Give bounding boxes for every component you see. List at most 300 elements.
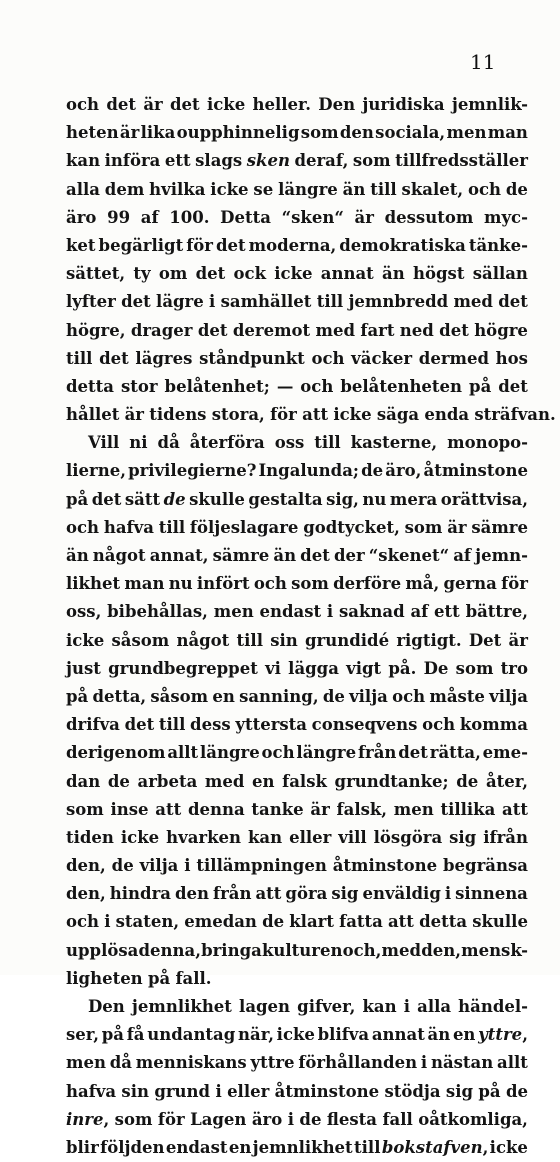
- word: Det: [468, 630, 502, 650]
- word: dessutom: [384, 207, 474, 227]
- word: det: [498, 292, 528, 312]
- word: sällan: [472, 264, 528, 284]
- word: för: [270, 405, 297, 425]
- word: bokstafven,: [382, 1134, 489, 1162]
- word: der: [333, 546, 365, 565]
- word: åtminstone: [423, 461, 528, 481]
- word: i: [104, 912, 111, 932]
- text-line: [66, 937, 528, 965]
- word: 99: [107, 207, 131, 227]
- word: dan: [66, 771, 101, 791]
- word: men: [66, 1053, 106, 1073]
- word: af: [140, 207, 159, 227]
- word: detta: [66, 376, 114, 396]
- word: och: [66, 517, 100, 537]
- word: tanke: [251, 799, 304, 819]
- word: för: [501, 574, 528, 594]
- word: att: [502, 799, 528, 819]
- text-line: [66, 317, 528, 345]
- word: lägre: [156, 292, 204, 312]
- word: äro,: [385, 461, 422, 481]
- text-line: [66, 401, 556, 429]
- word: än: [342, 179, 366, 199]
- word: infört: [196, 574, 250, 594]
- word: samhället: [220, 292, 312, 312]
- italic-word: sken: [246, 151, 290, 171]
- word: Vill: [88, 433, 120, 453]
- word: juridiska: [362, 95, 445, 114]
- word: yttre,: [478, 1021, 528, 1049]
- text-line: [66, 824, 528, 852]
- word: en: [452, 1025, 476, 1045]
- word: det: [498, 376, 528, 396]
- word: tänke-: [468, 235, 528, 255]
- word: mensk-: [461, 940, 528, 960]
- word: det: [195, 264, 226, 284]
- word: och,: [342, 940, 382, 960]
- word: återföra: [189, 433, 265, 453]
- word: vigt: [346, 658, 382, 678]
- word: än: [427, 1025, 451, 1045]
- word: man: [487, 123, 528, 143]
- word: —: [276, 376, 294, 396]
- word: och: [311, 348, 345, 368]
- word: likhet: [66, 574, 121, 594]
- word: som: [114, 1109, 153, 1129]
- word: endast: [165, 1137, 228, 1157]
- word: [247, 147, 290, 175]
- word: äro: [66, 207, 97, 227]
- text-line: [66, 683, 528, 711]
- word: saknad: [339, 602, 405, 622]
- word: och: [467, 179, 502, 199]
- word: än: [382, 264, 405, 284]
- text-line: [66, 204, 528, 232]
- word: klart: [289, 912, 334, 932]
- word: lyfter: [66, 292, 116, 312]
- word: i: [444, 884, 452, 904]
- word: Ingalunda;: [258, 461, 359, 481]
- word: belåtenhet;: [164, 376, 270, 396]
- word: rigtigt.: [396, 630, 462, 650]
- word: icke: [66, 630, 105, 650]
- word: sanning,: [239, 686, 319, 706]
- word: den: [339, 123, 374, 143]
- word: att: [302, 405, 329, 425]
- word: [164, 486, 186, 514]
- word: sig: [445, 1081, 474, 1101]
- italic-word: inre: [66, 1109, 104, 1129]
- word: Detta: [220, 207, 271, 227]
- text-line: [66, 232, 528, 260]
- word: en: [212, 686, 235, 706]
- word: nu: [168, 574, 193, 594]
- word: tidens: [149, 405, 207, 425]
- word: då: [109, 1053, 132, 1073]
- word: de: [111, 856, 134, 876]
- word: följden: [100, 1137, 165, 1157]
- word: det: [106, 95, 137, 114]
- word: annat: [320, 264, 374, 284]
- word: Den: [88, 997, 125, 1016]
- word: detta: [419, 912, 468, 932]
- word: nästan: [430, 1053, 494, 1073]
- text-line: [66, 711, 528, 739]
- word: yttersta: [235, 715, 307, 735]
- word: conseqvens: [311, 715, 418, 735]
- word: gifver,: [297, 997, 356, 1016]
- word: på: [66, 489, 89, 509]
- word: se: [253, 179, 274, 199]
- word: till: [354, 1137, 381, 1157]
- word: det: [124, 715, 155, 735]
- text-line: [66, 1021, 528, 1049]
- word: sträfvan.: [474, 405, 556, 425]
- word: derföre: [333, 574, 402, 594]
- word: 100.: [169, 207, 210, 227]
- word: enväldig: [362, 884, 441, 904]
- word: som: [291, 574, 329, 594]
- word: de: [299, 1109, 322, 1129]
- word: af: [410, 602, 429, 622]
- word: endast: [259, 602, 322, 622]
- word: äro: [251, 1109, 283, 1129]
- word: högre,: [66, 320, 126, 340]
- word: dem: [104, 179, 145, 199]
- word: oss,: [66, 602, 102, 622]
- word: sättet,: [66, 264, 126, 284]
- word: af: [453, 546, 472, 565]
- word: sig: [449, 827, 477, 847]
- word: demokratiska: [339, 235, 466, 255]
- text-line: [66, 119, 528, 147]
- word: icke: [333, 405, 372, 425]
- text-line: [66, 908, 528, 936]
- word: Den: [318, 95, 356, 114]
- text-line: [66, 457, 528, 485]
- word: i: [420, 1053, 428, 1073]
- word: flesta: [326, 1109, 377, 1129]
- word: lösgöra: [373, 827, 443, 847]
- italic-word: bokstafven: [381, 1137, 483, 1157]
- word: undantag: [147, 1025, 236, 1045]
- word: som: [300, 123, 339, 143]
- text-line: [66, 598, 528, 626]
- text-line: [66, 627, 528, 655]
- word: lagen: [239, 997, 291, 1016]
- body-text: [66, 91, 556, 1162]
- word: privilegierne?: [128, 461, 257, 481]
- word: icke: [120, 827, 160, 847]
- word: de: [322, 686, 345, 706]
- word: deremot: [232, 320, 311, 340]
- word: det: [170, 95, 200, 114]
- word: drifva: [66, 715, 120, 735]
- word: oupphinnelig: [176, 123, 300, 143]
- text-line: [66, 176, 528, 204]
- word: det: [99, 348, 129, 368]
- word: lägga: [288, 658, 339, 678]
- text-line: [66, 1078, 528, 1106]
- word: inre,: [66, 1106, 109, 1134]
- word: då: [157, 433, 180, 453]
- text-line: [66, 373, 528, 401]
- italic-word: yttre: [478, 1025, 523, 1045]
- text-line: [66, 288, 528, 316]
- word: komma: [459, 715, 528, 735]
- word: staten,: [115, 912, 180, 932]
- word: enda: [424, 405, 470, 425]
- word: ser,: [66, 1025, 100, 1045]
- word: från: [357, 743, 397, 763]
- word: heller.: [252, 95, 311, 114]
- word: “sken“: [281, 207, 344, 227]
- word: på: [101, 1025, 124, 1045]
- word: blifva: [317, 1025, 370, 1045]
- word: blir: [66, 1137, 99, 1157]
- word: hos: [495, 348, 528, 368]
- word: sin: [270, 630, 298, 650]
- word: De: [423, 658, 449, 678]
- word: göra: [285, 884, 328, 904]
- word: förhållanden: [298, 1053, 418, 1073]
- word: i: [215, 1081, 222, 1101]
- word: annat,: [149, 546, 209, 565]
- word: begärligt: [98, 235, 184, 255]
- word: eller: [227, 1081, 270, 1101]
- word: den,: [421, 940, 461, 960]
- word: lika: [140, 123, 176, 143]
- word: heten: [66, 123, 119, 143]
- word: på.: [388, 658, 417, 678]
- word: denna,: [138, 940, 201, 960]
- word: sämre: [212, 546, 270, 565]
- word: som: [404, 517, 443, 537]
- word: och: [66, 912, 100, 932]
- text-line: [66, 880, 528, 908]
- word: de: [262, 912, 285, 932]
- word: tiden: [66, 827, 114, 847]
- word: i: [287, 1109, 294, 1129]
- word: med: [381, 940, 422, 960]
- word: såsom: [150, 686, 209, 706]
- word: icke: [489, 1137, 528, 1157]
- word: en: [252, 771, 275, 791]
- text-line: [66, 1134, 528, 1162]
- word: oss: [274, 433, 305, 453]
- text-line: [66, 796, 528, 824]
- word: begränsa: [443, 856, 528, 876]
- word: något: [92, 546, 146, 565]
- text-line: [66, 768, 528, 796]
- word: detta,: [92, 686, 147, 706]
- text-line: [66, 91, 528, 119]
- word: sig,: [326, 489, 359, 509]
- word: fall: [382, 1109, 413, 1129]
- word: händel-: [458, 997, 528, 1016]
- text-line: [66, 655, 528, 683]
- word: hvarken: [166, 827, 242, 847]
- word: vilja: [349, 686, 388, 706]
- word: det: [197, 320, 228, 340]
- word: de: [505, 1081, 528, 1101]
- word: allt: [167, 743, 199, 763]
- word: inse: [110, 799, 149, 819]
- word: ned: [399, 320, 434, 340]
- word: på: [66, 686, 89, 706]
- word: arbeta: [137, 771, 198, 791]
- word: från: [213, 884, 252, 904]
- word: stora,: [211, 405, 265, 425]
- word: hafva: [66, 1081, 117, 1101]
- word: åter,: [485, 771, 528, 791]
- word: med: [453, 292, 493, 312]
- word: till: [158, 517, 186, 537]
- word: med: [204, 771, 245, 791]
- word: må,: [405, 574, 440, 594]
- word: hafva: [103, 517, 154, 537]
- word: skalet,: [401, 179, 464, 199]
- word: derigenom: [66, 743, 166, 763]
- word: kasterne,: [350, 433, 438, 453]
- word: att: [155, 799, 182, 819]
- text-line: [66, 486, 528, 514]
- word: skulle: [472, 912, 528, 932]
- word: tillfredsställer: [395, 151, 528, 171]
- word: sämre: [471, 517, 528, 537]
- word: ni: [129, 433, 148, 453]
- word: högst: [413, 264, 465, 284]
- word: sinnena: [455, 884, 528, 904]
- word: än: [66, 546, 89, 565]
- word: oåtkomliga,: [418, 1109, 528, 1129]
- word: icke: [210, 179, 249, 199]
- word: högre: [474, 320, 528, 340]
- word: i: [209, 292, 216, 312]
- word: följeslagare: [189, 517, 299, 537]
- word: för: [157, 1109, 185, 1129]
- word: drager: [130, 320, 193, 340]
- word: grundidé: [305, 630, 390, 650]
- word: när,: [238, 1025, 274, 1045]
- text-line: [66, 147, 528, 175]
- word: mera: [389, 489, 438, 509]
- word: är: [508, 630, 528, 650]
- word: sociala,: [375, 123, 446, 143]
- word: till: [314, 433, 341, 453]
- word: den,: [66, 856, 106, 876]
- word: i: [326, 602, 334, 622]
- word: det: [215, 235, 246, 255]
- word: tro: [500, 658, 528, 678]
- word: falsk,: [336, 799, 388, 819]
- word: stor: [120, 376, 158, 396]
- word: än: [273, 546, 297, 565]
- word: dess: [190, 715, 231, 735]
- word: emedan: [184, 912, 257, 932]
- word: ståndpunkt: [199, 348, 305, 368]
- text-line: [66, 1049, 528, 1077]
- word: “skenet“: [368, 546, 450, 565]
- word: annat: [371, 1025, 425, 1045]
- word: till: [316, 292, 344, 312]
- word: de: [456, 771, 479, 791]
- word: just: [66, 658, 101, 678]
- word: sätt: [124, 489, 161, 509]
- word: moderna,: [248, 235, 337, 255]
- word: något: [176, 630, 230, 650]
- word: kulturen: [261, 940, 343, 960]
- word: för: [186, 235, 213, 255]
- word: till: [236, 630, 263, 650]
- text-line: [66, 739, 528, 767]
- word: som: [66, 799, 104, 819]
- text-line: [66, 993, 528, 1021]
- text-line: [66, 965, 528, 993]
- word: som: [352, 151, 391, 171]
- word: att: [255, 884, 282, 904]
- text-line: [66, 852, 528, 880]
- word: det: [300, 546, 330, 565]
- word: tillika: [440, 799, 496, 819]
- word: och: [392, 686, 426, 706]
- word: måste: [429, 686, 485, 706]
- word: vilja: [139, 856, 179, 876]
- word: gerna: [443, 574, 497, 594]
- word: kan: [66, 151, 101, 171]
- word: orättvisa,: [440, 489, 528, 509]
- text-line: [66, 542, 528, 570]
- word: längre: [278, 179, 338, 199]
- word: en: [228, 1137, 252, 1157]
- word: grundbegreppet: [108, 658, 258, 678]
- word: men: [446, 123, 487, 143]
- word: monopo-: [447, 433, 528, 453]
- word: det: [439, 320, 469, 340]
- word: skulle: [189, 489, 245, 509]
- italic-word: de: [163, 489, 186, 509]
- text-line: [66, 429, 528, 457]
- word: allt: [497, 1053, 528, 1073]
- word: vill: [338, 827, 367, 847]
- word: icke: [206, 95, 246, 114]
- word: den: [174, 884, 209, 904]
- word: eme-: [482, 743, 528, 763]
- text-line: [66, 1106, 528, 1134]
- word: är: [310, 799, 330, 819]
- word: menniskans: [135, 1053, 247, 1073]
- word: myc-: [484, 207, 528, 227]
- word: dermed: [418, 348, 490, 368]
- word: hvilka: [149, 179, 206, 199]
- word: alla: [66, 179, 100, 199]
- word: tillämpningen: [196, 856, 327, 876]
- text-line: [66, 514, 528, 542]
- word: bringa: [201, 940, 262, 960]
- word: det: [398, 743, 428, 763]
- word: belåtenheten: [340, 376, 463, 396]
- word: fall.: [175, 968, 212, 988]
- word: vi: [265, 658, 281, 678]
- word: kan: [362, 997, 397, 1016]
- word: de: [107, 771, 130, 791]
- word: eller: [289, 827, 332, 847]
- word: alla: [417, 997, 452, 1016]
- word: ty: [133, 264, 151, 284]
- word: ett: [434, 602, 460, 622]
- text-line: [66, 345, 528, 373]
- word: hindra: [109, 884, 171, 904]
